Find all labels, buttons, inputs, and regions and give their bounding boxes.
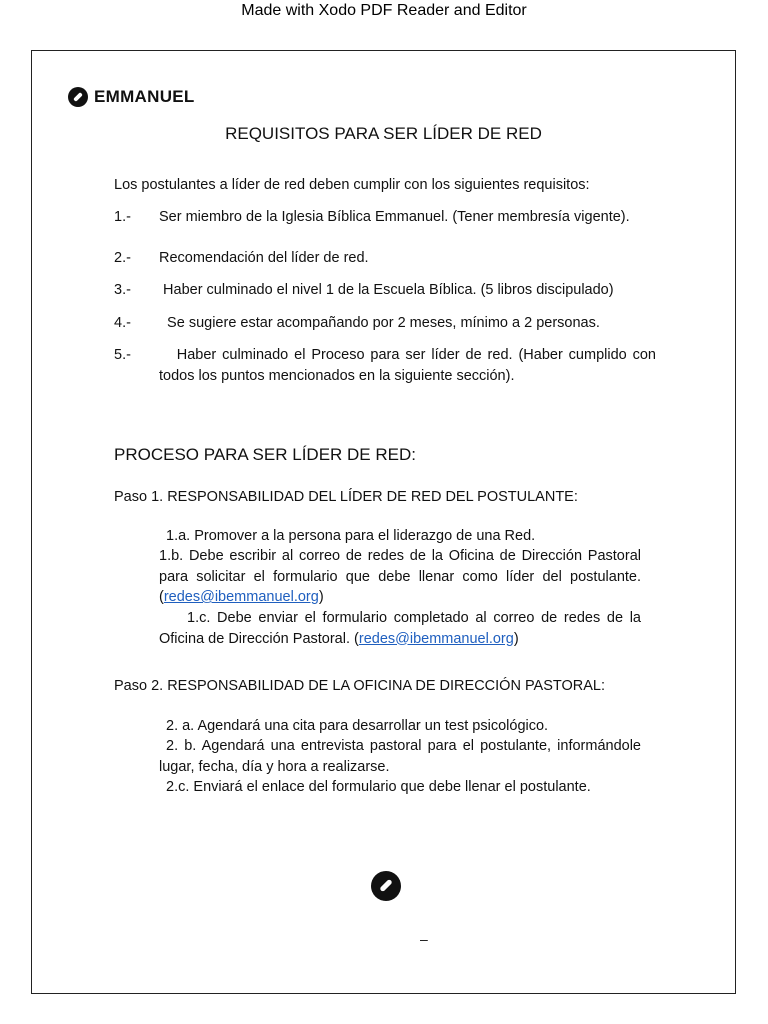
step1-item-c-text: 1.c. Debe enviar el formulario completado al correo de redes de la Oficina de Dirección Pastoral. ( — [159, 610, 641, 647]
step2-item-c: 2.c. Enviará el enlace del formulario que debe llenar el postulante. — [166, 779, 591, 795]
step1-item-b-text: 1.b. Debe escribir al correo de redes de la Oficina de Dirección Pastoral para solicitar el formulario que debe llenar como líder del postulante. ( — [159, 548, 641, 605]
requirement-text: Se sugiere estar acompañando por 2 meses, mínimo a 2 personas. — [159, 315, 600, 331]
app-banner: Made with Xodo PDF Reader and Editor — [241, 2, 527, 19]
process-title: PROCESO PARA SER LÍDER DE RED: — [114, 445, 416, 464]
requirement-item — [114, 345, 661, 386]
requirement-number: 3.- — [114, 282, 131, 298]
document-page — [31, 50, 736, 994]
requirement-text: Recomendación del líder de red. — [159, 250, 369, 266]
brand-name: EMMANUEL — [94, 87, 195, 106]
requirement-text: Ser miembro de la Iglesia Bíblica Emmanuel. (Tener membresía vigente). — [159, 209, 630, 225]
email-link[interactable]: redes@ibemmanuel.org — [163, 589, 319, 605]
requirement-item — [114, 207, 656, 228]
requirement-number: 5.- — [114, 347, 131, 363]
requirement-item — [114, 280, 656, 301]
brand-header — [68, 87, 195, 107]
emmanuel-logo-icon — [371, 871, 401, 901]
requirement-number: 2.- — [114, 250, 131, 266]
step1-item-b-end: ) — [318, 589, 324, 605]
footer-mark: – — [420, 931, 428, 947]
step1-item-b — [159, 546, 641, 608]
requirement-number: 1.- — [114, 209, 131, 225]
requirement-number: 4.- — [114, 315, 131, 331]
page-title: REQUISITOS PARA SER LÍDER DE RED — [225, 124, 542, 143]
step1-title: Paso 1. RESPONSABILIDAD DEL LÍDER DE RED DEL POSTULANTE: — [114, 489, 578, 505]
requirement-item — [114, 248, 656, 269]
step2-item-b: 2. b. Agendará una entrevista pastoral para el postulante, informándole lugar, fecha, día y hora a realizarse. — [159, 738, 641, 775]
emmanuel-logo-icon — [68, 87, 88, 107]
intro-text: Los postulantes a líder de red deben cumplir con los siguientes requisitos: — [114, 177, 590, 193]
step2-title: Paso 2. RESPONSABILIDAD DE LA OFICINA DE DIRECCIÓN PASTORAL: — [114, 678, 605, 694]
requirement-item — [114, 313, 656, 334]
step2-item-a: 2. a. Agendará una cita para desarrollar un test psicológico. — [166, 718, 549, 734]
requirement-text: Haber culminado el Proceso para ser líder de red. (Haber cumplido con todos los puntos mencionados en la siguiente sección). — [159, 347, 661, 384]
step1-item-c-end: ) — [513, 630, 519, 647]
requirement-text: Haber culminado el nivel 1 de la Escuela Bíblica. (5 libros discipulado) — [159, 282, 614, 298]
step1-item-a: 1.a. Promover a la persona para el liderazgo de una Red. — [166, 528, 536, 544]
step1-item-c — [159, 608, 641, 649]
email-link[interactable]: redes@ibemmanuel.org — [358, 630, 514, 647]
